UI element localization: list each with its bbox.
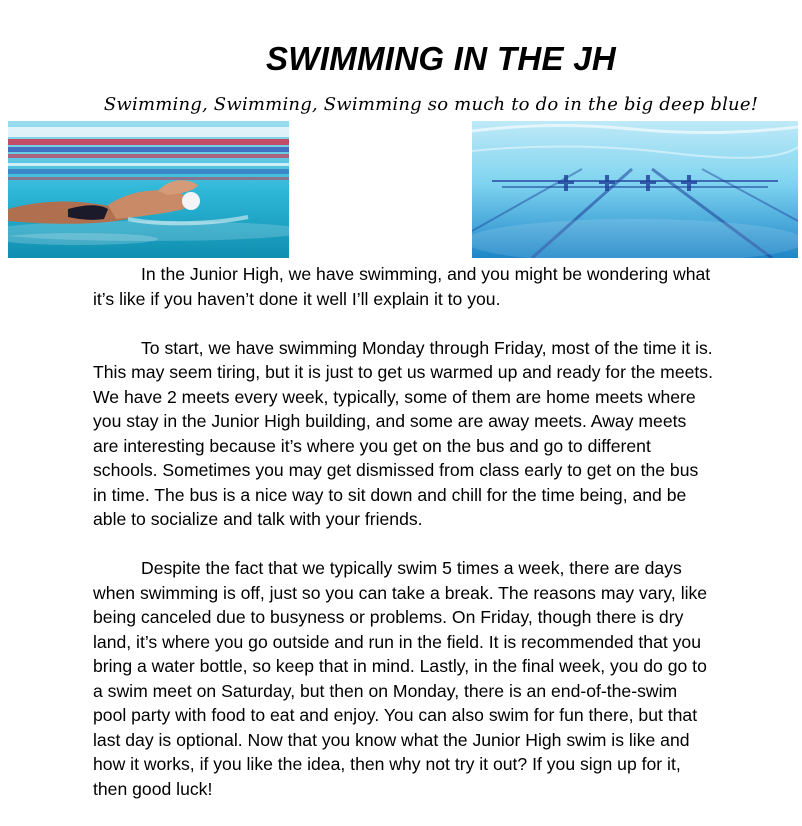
underwater-pool-photo xyxy=(472,121,798,258)
paragraph-breaks: Despite the fact that we typically swim 5 times a week, there are days when swimming is off, just so you can take a break. The reasons may vary, like being canceled due to busyness or problems. On Friday, though there is dry land, it’s where you go outside and run in the field. It is recommended that you bring a water bottle, so keep that in mind. Lastly, in the final week, you do go to a swim meet on Saturday, but then on Monday, there is an end-of-the-swim pool party with food to eat and enjoy. You can also swim for fun there, but that last day is optional. Now that you know what the Junior High swim is like and how it works, if you like the idea, then why not try it out? If you sign up for it, then good luck! xyxy=(93,558,708,799)
page-title: SWIMMING IN THE JH xyxy=(265,40,617,77)
paragraph-schedule: To start, we have swimming Monday through Friday, most of the time it is. This may seem tiring, but it is just to get us warmed up and ready for the meets. We have 2 meets every week, typically, some of them are home meets where you stay in the Junior High building, and some are away meets. Away meets are interesting because it’s where you get on the bus and go to different schools. Sometimes you may get dismissed from class early to get on the bus in time. The bus is a nice way to sit down and chill for the time being, and be able to socialize and talk with your friends. xyxy=(93,337,713,529)
page-subtitle: Swimming, Swimming, Swimming so much to do in the big deep blue! xyxy=(103,94,759,115)
swimmer-photo xyxy=(8,121,289,258)
paragraph-intro: In the Junior High, we have swimming, and you might be wondering what it’s like if you haven’t done it well I’ll explain it to you. xyxy=(93,264,711,309)
article-body xyxy=(93,262,713,826)
